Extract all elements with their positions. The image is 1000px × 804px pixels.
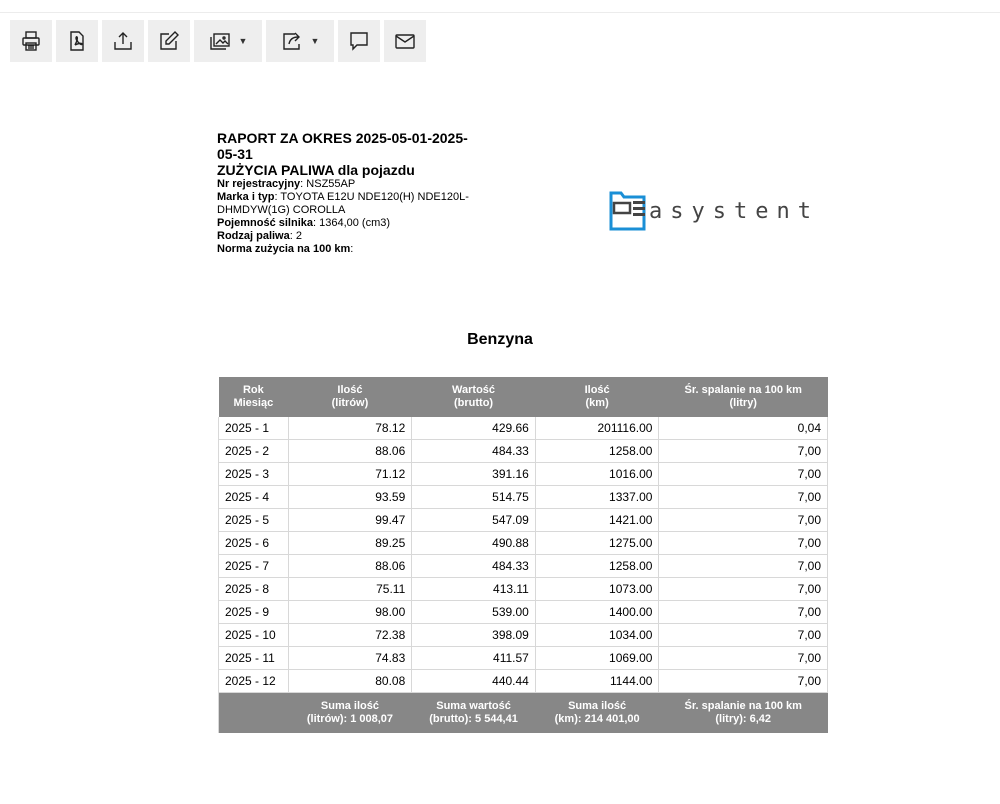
table-cell: 93.59 [288,486,412,509]
image-dropdown-button[interactable] [194,20,262,62]
footer-cell: Suma ilość (km): 214 401,00 [535,693,659,734]
fuel-type-row: Rodzaj paliwa: 2 [217,230,302,242]
table-cell: 2025 - 10 [219,624,289,647]
table-cell: 7,00 [659,670,828,693]
table-cell: 1016.00 [535,463,659,486]
edit-button[interactable] [148,20,190,62]
table-cell: 484.33 [412,555,536,578]
chevron-down-icon: ▼ [238,36,248,46]
column-header: Ilość (km) [535,377,659,417]
print-icon [20,30,42,52]
fuel-usage-table [218,377,828,733]
engine-row: Pojemność silnika: 1364,00 (cm3) [217,217,391,229]
registration-row: Nr rejestracyjny: NSZ55AP [217,178,356,190]
column-header: Śr. spalanie na 100 km (litry) [659,377,828,417]
table-cell: 7,00 [659,486,828,509]
table-cell: 2025 - 6 [219,532,289,555]
comment-button[interactable] [338,20,380,62]
table-cell: 80.08 [288,670,412,693]
table-cell: 1073.00 [535,578,659,601]
table-row [219,601,828,624]
report-title-line1: RAPORT ZA OKRES 2025-05-01-2025- [217,130,468,146]
table-cell: 429.66 [412,417,536,440]
table-cell: 88.06 [288,440,412,463]
table-cell: 2025 - 8 [219,578,289,601]
table-cell: 490.88 [412,532,536,555]
table-body [219,417,828,693]
table-cell: 7,00 [659,440,828,463]
comment-icon [348,30,370,52]
upload-button[interactable] [102,20,144,62]
chevron-down-icon: ▼ [310,36,320,46]
fuel-section-title: Benzyna [467,331,533,348]
table-row [219,440,828,463]
table-cell: 1034.00 [535,624,659,647]
table-cell: 7,00 [659,601,828,624]
table-cell: 1275.00 [535,532,659,555]
table-cell: 201116.00 [535,417,659,440]
table-cell: 7,00 [659,555,828,578]
table-cell: 1421.00 [535,509,659,532]
mail-button[interactable] [384,20,426,62]
table-cell: 2025 - 11 [219,647,289,670]
table-cell: 2025 - 1 [219,417,289,440]
table-cell: 398.09 [412,624,536,647]
image-icon [209,30,231,52]
column-header: Rok Miesiąc [219,377,289,417]
table-cell: 2025 - 9 [219,601,289,624]
svg-text:asystent: asystent [649,199,813,224]
table-cell: 2025 - 7 [219,555,289,578]
table-row [219,578,828,601]
table-cell: 7,00 [659,647,828,670]
model-row: Marka i typ: TOYOTA E12U NDE120(H) NDE120L-DHMDYW(1G) COROLLA [217,191,469,216]
share-icon [281,30,303,52]
upload-icon [112,30,134,52]
toolbar [10,20,426,62]
table-cell: 71.12 [288,463,412,486]
table-row [219,555,828,578]
table-cell: 7,00 [659,624,828,647]
table-cell: 89.25 [288,532,412,555]
footer-cell: Suma wartość (brutto): 5 544,41 [412,693,536,734]
table-row [219,486,828,509]
table-cell: 72.38 [288,624,412,647]
table-cell: 7,00 [659,532,828,555]
column-header: Ilość (litrów) [288,377,412,417]
report-title-line3: ZUŻYCIA PALIWA dla pojazdu [217,162,415,178]
pdf-icon [66,30,88,52]
pdf-button[interactable] [56,20,98,62]
table-cell: 74.83 [288,647,412,670]
table-cell: 1337.00 [535,486,659,509]
table-cell: 2025 - 4 [219,486,289,509]
table-cell: 539.00 [412,601,536,624]
table-row [219,532,828,555]
column-header: Wartość (brutto) [412,377,536,417]
table-cell: 391.16 [412,463,536,486]
share-dropdown-button[interactable] [266,20,334,62]
table-cell: 411.57 [412,647,536,670]
table-cell: 75.11 [288,578,412,601]
footer-cell: Śr. spalanie na 100 km (litry): 6,42 [659,693,828,734]
asystent-logo [609,187,813,233]
table-header-row [219,377,828,417]
table-cell: 514.75 [412,486,536,509]
footer-cell: Suma ilość (litrów): 1 008,07 [288,693,412,734]
report-title-line2: 05-31 [217,146,253,162]
table-cell: 98.00 [288,601,412,624]
table-cell: 7,00 [659,578,828,601]
table-cell: 2025 - 12 [219,670,289,693]
norm-row: Norma zużycia na 100 km: [217,243,354,255]
table-cell: 88.06 [288,555,412,578]
footer-cell [219,693,289,734]
table-cell: 413.11 [412,578,536,601]
table-cell: 1258.00 [535,555,659,578]
table-cell: 1400.00 [535,601,659,624]
table-cell: 2025 - 3 [219,463,289,486]
table-cell: 1144.00 [535,670,659,693]
edit-icon [158,30,180,52]
table-row [219,624,828,647]
table-row [219,463,828,486]
table-cell: 2025 - 2 [219,440,289,463]
table-cell: 547.09 [412,509,536,532]
table-cell: 0,04 [659,417,828,440]
table-cell: 7,00 [659,463,828,486]
table-footer-row [219,693,828,734]
table-cell: 440.44 [412,670,536,693]
table-row [219,509,828,532]
top-divider [0,0,1000,13]
table-row [219,670,828,693]
table-cell: 78.12 [288,417,412,440]
table-cell: 1258.00 [535,440,659,463]
table-cell: 99.47 [288,509,412,532]
table-cell: 7,00 [659,509,828,532]
table-row [219,647,828,670]
table-row [219,417,828,440]
table-cell: 1069.00 [535,647,659,670]
table-cell: 484.33 [412,440,536,463]
report-header [217,130,507,256]
table-cell: 2025 - 5 [219,509,289,532]
print-button[interactable] [10,20,52,62]
mail-icon [394,30,416,52]
